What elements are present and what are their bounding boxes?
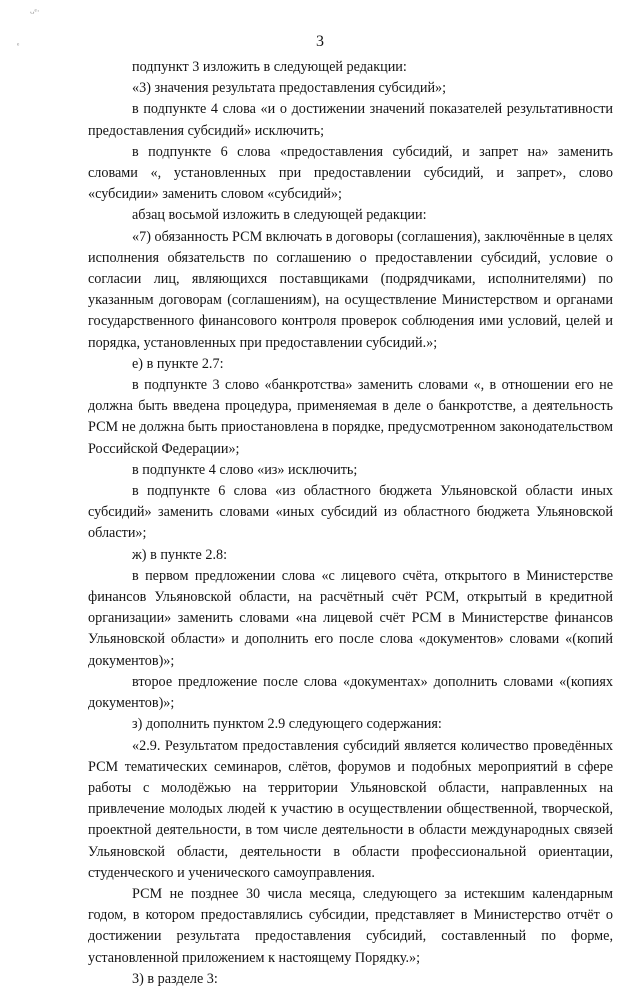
- paragraph: абзац восьмой изложить в следующей редакции:: [132, 207, 427, 224]
- paragraph: подпункт 3 изложить в следующей редакции:: [132, 59, 407, 75]
- paragraph: в подпункте 3 слово «банкротства» заменить словами «, в отношении его не должна быть введена процедура, применяемая в деле о банкротстве, а деятельность РСМ не должна быть приостановлена в порядке, предусмотренном законодательством Российской Федерации»;: [88, 377, 613, 457]
- paragraph: в подпункте 4 слова «и о достижении значений показателей результативности предоставления субсидий» исключить;: [88, 101, 613, 139]
- paragraph: РСМ не позднее 30 числа месяца, следующего за истекшим календарным годом, в котором предоставлялись субсидии, представляет в Министерство отчёт о достижении результата предоставления субсидий, составленный по форме, установленной приложением к настоящему Порядку.»;: [88, 885, 613, 966]
- paragraph: е) в пункте 2.7:: [132, 355, 224, 372]
- paragraph: в подпункте 6 слова «предоставления субсидий, и запрет на» заменить словами «, установленных при предоставлении субсидий, и запрет», слово «субсидии» заменить словом «субсидий»;: [88, 143, 613, 203]
- paragraph: в подпункте 6 слова «из областного бюджета Ульяновской области иных субсидий» заменить словами «иных субсидий из областного бюджета Ульяновской области»;: [88, 483, 613, 542]
- page-number: 3: [316, 33, 324, 50]
- paragraph: 3) в разделе 3:: [132, 970, 218, 987]
- paragraph: ж) в пункте 2.8:: [132, 546, 228, 563]
- document-body: [88, 57, 613, 990]
- scan-artifact-mark: ᴗᵉ·: [30, 6, 40, 16]
- paragraph: в подпункте 4 слово «из» исключить;: [132, 461, 358, 478]
- paragraph: з) дополнить пунктом 2.9 следующего содержания:: [132, 716, 442, 733]
- paragraph: «7) обязанность РСМ включать в договоры (соглашения), заключённые в целях исполнения обязательств по соглашению о предоставлении субсидий, условие о согласии лиц, являющихся поставщиками (подрядчиками, исполнителями) по указанным договорам (соглашениям), на осуществление Министерством и органами государственного финансового контроля проверок соблюдения ими условий, целей и порядка, установленных при предоставлении субсидий.»;: [88, 228, 613, 351]
- paragraph: второе предложение после слова «документах» дополнить словами «(копиях документов)»;: [88, 673, 613, 712]
- paragraph: «3) значения результата предоставления субсидий»;: [132, 80, 447, 97]
- paragraph: «2.9. Результатом предоставления субсидий является количество проведённых РСМ тематических семинаров, слётов, форумов и подобных мероприятий в сфере работы с молодёжью на территории Ульяновской области, направленных на привлечение молодых людей к участию в осуществлении общественной, творческой, проектной деятельности, в том числе деятельности в области международных связей Ульяновской области, деятельности в области профессиональной ориентации, студенческого и ученического самоуправления.: [88, 737, 613, 881]
- paragraph: в первом предложении слова «с лицевого счёта, открытого в Министерстве финансов Ульяновской области, на расчётный счёт РСМ, открытый в кредитной организации» заменить словами «на лицевой счёт РСМ в Министерстве финансов Ульяновской области» и дополнить его после слова «документов» словами «(копий документов)»;: [88, 567, 613, 669]
- scan-artifact-mark: ᵉ: [17, 40, 20, 50]
